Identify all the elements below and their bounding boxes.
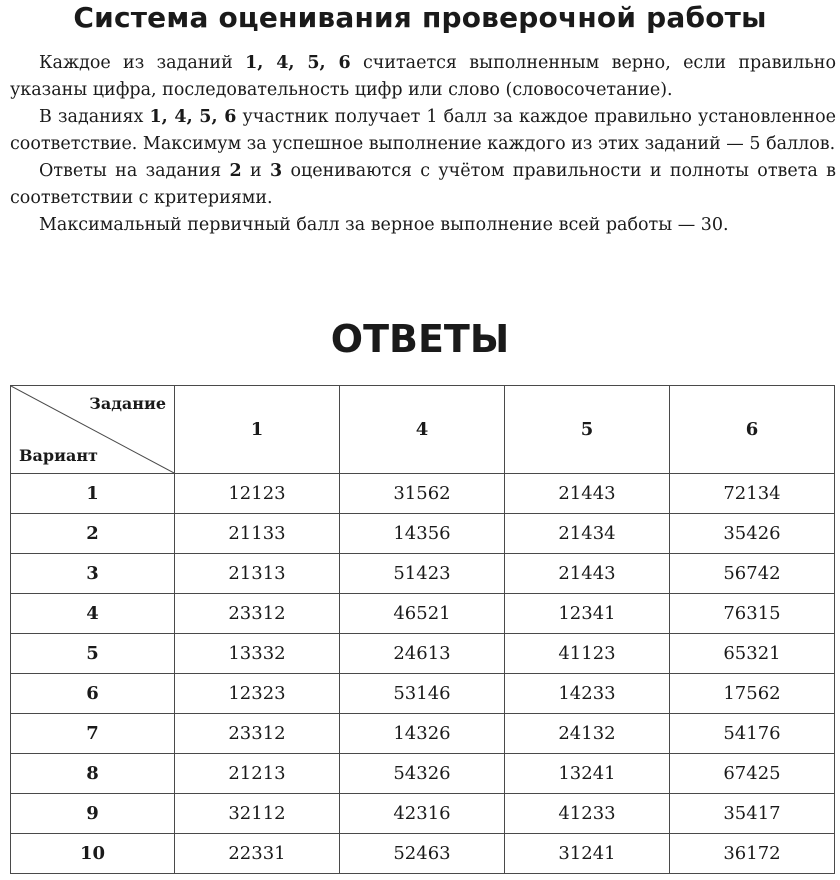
table-row (11, 674, 835, 714)
answer-cell: 21434 (505, 514, 670, 554)
task-header-label: Задание (89, 394, 166, 413)
variant-cell: 7 (11, 714, 175, 754)
answer-cell: 21443 (505, 474, 670, 514)
answer-cell: 14356 (340, 514, 505, 554)
answer-cell: 21133 (175, 514, 340, 554)
variant-cell: 3 (11, 554, 175, 594)
answer-cell: 21313 (175, 554, 340, 594)
variant-cell: 1 (11, 474, 175, 514)
answer-cell: 12341 (505, 594, 670, 634)
corner-header-cell (11, 386, 175, 474)
answer-cell: 54176 (670, 714, 835, 754)
answer-cell: 17562 (670, 674, 835, 714)
answer-cell: 14326 (340, 714, 505, 754)
variant-cell: 10 (11, 834, 175, 874)
answer-cell: 42316 (340, 794, 505, 834)
answer-cell: 52463 (340, 834, 505, 874)
answer-cell: 46521 (340, 594, 505, 634)
answer-cell: 23312 (175, 594, 340, 634)
variant-cell: 2 (11, 514, 175, 554)
answer-cell: 21443 (505, 554, 670, 594)
answer-cell: 21213 (175, 754, 340, 794)
answer-cell: 35417 (670, 794, 835, 834)
answer-cell: 24613 (340, 634, 505, 674)
answer-cell: 36172 (670, 834, 835, 874)
table-row (11, 514, 835, 554)
scoring-paragraph-1: Каждое из заданий 1, 4, 5, 6 считается выполненным верно, если правильно указаны цифра, последовательность цифр или слово (словосочетание). (10, 53, 836, 100)
answer-cell: 32112 (175, 794, 340, 834)
answer-cell: 22331 (175, 834, 340, 874)
answer-cell: 65321 (670, 634, 835, 674)
answer-cell: 14233 (505, 674, 670, 714)
answer-cell: 56742 (670, 554, 835, 594)
answers-table (10, 385, 835, 874)
answer-cell: 12323 (175, 674, 340, 714)
scoring-paragraph-4: Максимальный первичный балл за верное выполнение всей работы — 30. (39, 215, 729, 235)
answer-cell: 72134 (670, 474, 835, 514)
answer-cell: 24132 (505, 714, 670, 754)
page-title: Система оценивания проверочной работы (73, 1, 767, 34)
task-header: 6 (670, 386, 835, 474)
table-header-row (11, 386, 835, 474)
variant-cell: 5 (11, 634, 175, 674)
table-row (11, 714, 835, 754)
task-header: 4 (340, 386, 505, 474)
scoring-paragraph-2: В заданиях 1, 4, 5, 6 участник получает 1 балл за каждое правильно установленное соответствие. Максимум за успешное выполнение каждого из этих заданий — 5 баллов. (10, 107, 836, 154)
table-row (11, 594, 835, 634)
scoring-paragraph-3: Ответы на задания 2 и 3 оцениваются с учётом правильности и полноты ответа в соответствии с критериями. (10, 161, 836, 208)
answer-cell: 31562 (340, 474, 505, 514)
answer-cell: 35426 (670, 514, 835, 554)
answer-cell: 53146 (340, 674, 505, 714)
answer-cell: 23312 (175, 714, 340, 754)
answer-cell: 41123 (505, 634, 670, 674)
variant-cell: 6 (11, 674, 175, 714)
answer-cell: 41233 (505, 794, 670, 834)
task-header: 1 (175, 386, 340, 474)
variant-cell: 4 (11, 594, 175, 634)
variant-header-label: Вариант (19, 446, 98, 465)
table-row (11, 834, 835, 874)
answer-cell: 51423 (340, 554, 505, 594)
table-row (11, 754, 835, 794)
answers-title: ОТВЕТЫ (330, 317, 510, 361)
answer-cell: 54326 (340, 754, 505, 794)
answer-cell: 76315 (670, 594, 835, 634)
answer-cell: 13241 (505, 754, 670, 794)
table-row (11, 634, 835, 674)
table-row (11, 554, 835, 594)
table-row (11, 474, 835, 514)
table-row (11, 794, 835, 834)
answer-cell: 31241 (505, 834, 670, 874)
task-header: 5 (505, 386, 670, 474)
variant-cell: 9 (11, 794, 175, 834)
answer-cell: 12123 (175, 474, 340, 514)
answer-cell: 67425 (670, 754, 835, 794)
variant-cell: 8 (11, 754, 175, 794)
scoring-text (10, 50, 836, 239)
answer-cell: 13332 (175, 634, 340, 674)
